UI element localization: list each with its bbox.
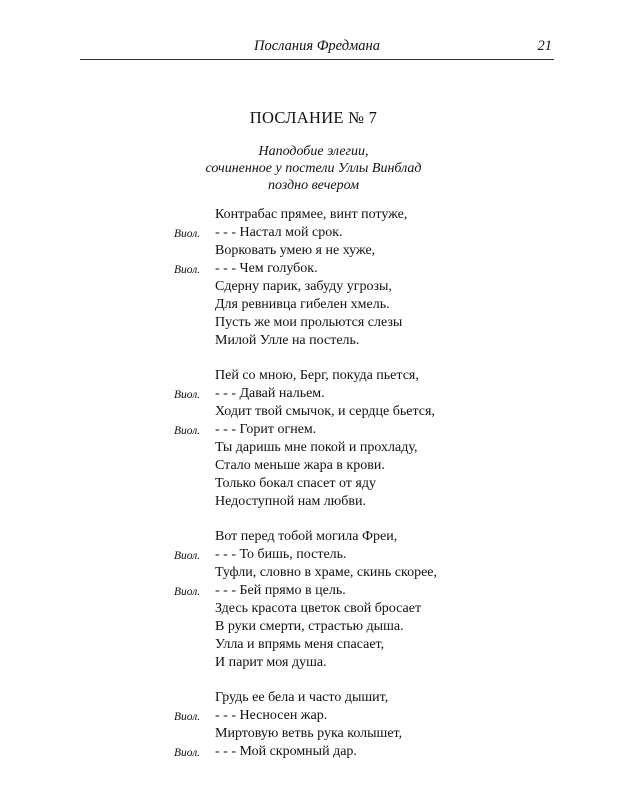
subtitle	[0, 143, 627, 194]
line-text: В руки смерти, страстью дыша.	[215, 619, 404, 634]
verse-line	[0, 421, 627, 439]
speaker-label: Виол.	[174, 747, 201, 759]
speaker-label: Виол.	[174, 550, 201, 562]
speaker-label: Виол.	[174, 425, 201, 437]
header-rule	[80, 59, 554, 60]
line-text: Сдерну парик, забуду угрозы,	[215, 279, 392, 294]
verse-line	[0, 296, 627, 314]
verse-line	[0, 224, 627, 242]
line-text: Недоступной нам любви.	[215, 494, 366, 509]
speaker-label: Виол.	[174, 711, 201, 723]
running-head	[80, 38, 554, 60]
line-text: - - - Настал мой срок.	[215, 225, 343, 240]
verse-line	[0, 439, 627, 457]
line-text: Стало меньше жара в крови.	[215, 458, 385, 473]
line-text: Милой Улле на постель.	[215, 333, 360, 348]
verse-line	[0, 600, 627, 618]
line-text: - - - Чем голубок.	[215, 261, 318, 276]
verse-line	[0, 314, 627, 332]
stanza	[0, 206, 627, 350]
line-text: - - - Несносен жар.	[215, 708, 328, 723]
verse-line	[0, 278, 627, 296]
line-text: Только бокал спасет от яду	[215, 476, 376, 491]
verse-line	[0, 367, 627, 385]
speaker-label: Виол.	[174, 264, 201, 276]
verse-line	[0, 242, 627, 260]
verse-line	[0, 725, 627, 743]
verse	[0, 206, 627, 778]
verse-line	[0, 654, 627, 672]
line-text: - - - Горит огнем.	[215, 422, 317, 437]
verse-line	[0, 260, 627, 278]
verse-line	[0, 403, 627, 421]
line-text: И парит моя душа.	[215, 655, 327, 670]
line-text: Ты даришь мне покой и прохладу,	[215, 440, 418, 455]
line-text: Здесь красота цветок свой бросает	[215, 601, 422, 616]
verse-line	[0, 582, 627, 600]
line-text: Ворковать умею я не хуже,	[215, 243, 376, 258]
verse-line	[0, 689, 627, 707]
subtitle-line: Наподобие элегии,	[258, 144, 369, 159]
poem-title: ПОСЛАНИЕ № 7	[249, 108, 378, 127]
line-text: - - - То бишь, постель.	[215, 547, 347, 562]
line-text: - - - Бей прямо в цель.	[215, 583, 346, 598]
verse-line	[0, 475, 627, 493]
stanza	[0, 528, 627, 672]
line-text: Грудь ее бела и часто дышит,	[215, 690, 389, 705]
line-text: Пусть же мои прольются слезы	[215, 315, 403, 330]
line-text: Пей со мною, Берг, покуда пьется,	[215, 368, 419, 383]
line-text: Для ревнивца гибелен хмель.	[215, 297, 390, 312]
line-text: - - - Давай нальем.	[215, 386, 325, 401]
line-text: Ходит твой смычок, и сердце бьется,	[215, 404, 435, 419]
verse-line	[0, 385, 627, 403]
running-title: Послания Фредмана	[254, 38, 380, 54]
stanza	[0, 367, 627, 511]
speaker-label: Виол.	[174, 228, 201, 240]
verse-line	[0, 206, 627, 224]
line-text: Вот перед тобой могила Фреи,	[215, 529, 398, 544]
line-text: Туфли, словно в храме, скинь скорее,	[215, 565, 438, 580]
page-number: 21	[537, 38, 552, 54]
verse-line	[0, 707, 627, 725]
verse-line	[0, 743, 627, 761]
verse-line	[0, 457, 627, 475]
subtitle-line: сочиненное у постели Уллы Винблад	[205, 161, 422, 176]
subtitle-line: поздно вечером	[267, 178, 360, 193]
speaker-label: Виол.	[174, 586, 201, 598]
verse-line	[0, 618, 627, 636]
line-text: Миртовую ветвь рука колышет,	[215, 726, 403, 741]
verse-line	[0, 332, 627, 350]
verse-line	[0, 528, 627, 546]
verse-line	[0, 636, 627, 654]
verse-line	[0, 493, 627, 511]
line-text: Контрабас прямее, винт потуже,	[215, 207, 408, 222]
verse-line	[0, 546, 627, 564]
line-text: - - - Мой скромный дар.	[215, 744, 357, 759]
line-text: Улла и впрямь меня спасает,	[215, 637, 385, 652]
stanza	[0, 689, 627, 761]
speaker-label: Виол.	[174, 389, 201, 401]
verse-line	[0, 564, 627, 582]
